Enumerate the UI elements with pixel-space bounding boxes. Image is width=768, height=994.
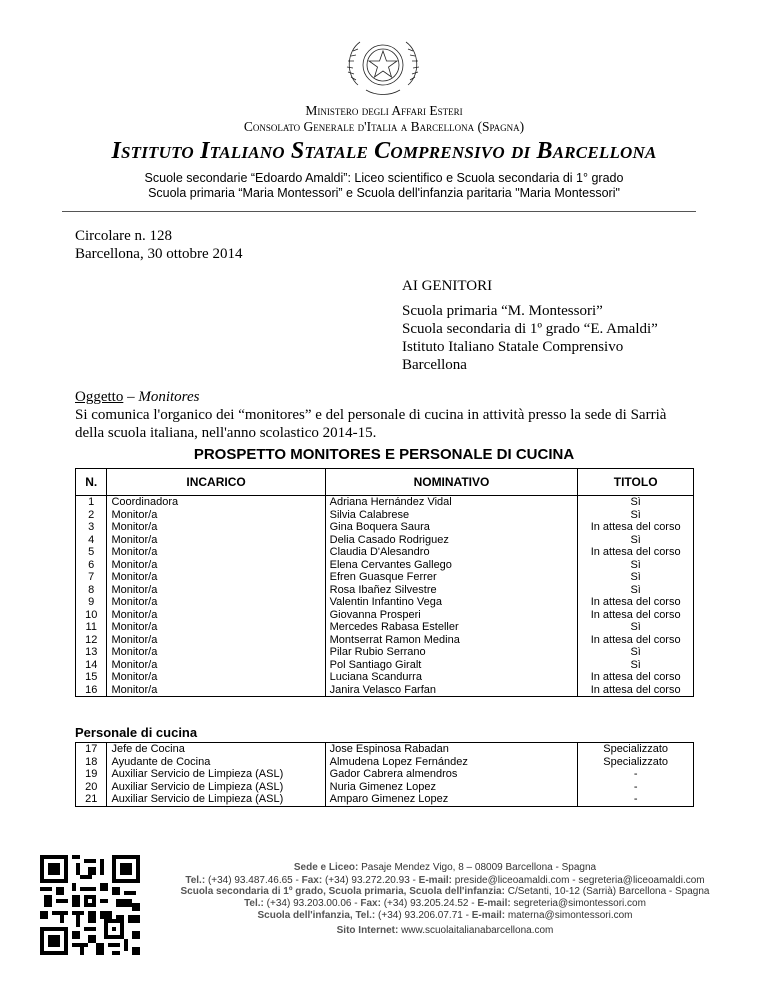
row-title: Specializzato (578, 743, 694, 756)
table-row (76, 509, 694, 522)
footer-value: (+34) 93.203.00.06 - (263, 898, 361, 909)
footer-address-main (145, 861, 745, 874)
row-name: Pilar Rubio Serrano (325, 646, 578, 659)
row-role: Monitor/a (107, 684, 325, 697)
footer-label: E-mail: (477, 898, 511, 909)
row-role: Monitor/a (107, 609, 325, 622)
row-title: Sì (578, 584, 694, 597)
footer-value: segreteria@simontessori.com (510, 898, 646, 909)
qr-code-icon (40, 855, 140, 955)
row-title: In attesa del corso (578, 609, 694, 622)
row-role: Monitor/a (107, 534, 325, 547)
footer-value: (+34) 93.487.46.65 - (205, 875, 302, 886)
row-number: 3 (76, 521, 107, 534)
footer-label: Fax: (301, 875, 323, 886)
row-role: Monitor/a (107, 646, 325, 659)
addressee-line: Barcellona (402, 357, 467, 373)
row-number: 20 (76, 781, 107, 794)
row-number: 1 (76, 496, 107, 509)
header-role: INCARICO (107, 469, 325, 496)
footer-label: E-mail: (471, 910, 506, 921)
row-name: Jose Espinosa Rabadan (325, 743, 578, 756)
table-header-row (76, 469, 694, 496)
table-row (76, 596, 694, 609)
row-title: In attesa del corso (578, 671, 694, 684)
school-subtitle-2: Scuola primaria “Maria Montessori” e Scuola dell'infanzia paritaria "Maria Montessori" (148, 186, 620, 200)
row-title: Sì (578, 534, 694, 547)
header-divider (62, 211, 696, 212)
row-title: In attesa del corso (578, 596, 694, 609)
footer-value: preside@liceoamaldi.com - segreteria@liceoamaldi.com (452, 875, 705, 886)
table-row (76, 496, 694, 509)
row-title: - (578, 768, 694, 781)
row-role: Monitor/a (107, 634, 325, 647)
footer-label: Tel.: (244, 898, 264, 909)
italian-emblem-icon (338, 30, 428, 100)
row-role: Monitor/a (107, 584, 325, 597)
row-title: Sì (578, 659, 694, 672)
footer-value: (+34) 93.206.07.71 - (375, 910, 472, 921)
footer-label: Fax: (360, 898, 381, 909)
table-row (76, 546, 694, 559)
row-number: 11 (76, 621, 107, 634)
row-number: 12 (76, 634, 107, 647)
subject-line (75, 389, 199, 406)
table-row (76, 621, 694, 634)
row-name: Almudena Lopez Fernández (325, 756, 578, 769)
row-title: Sì (578, 571, 694, 584)
circular-number: Circolare n. 128 (75, 228, 173, 244)
row-title: - (578, 793, 694, 806)
row-title: Sì (578, 621, 694, 634)
table-row (76, 521, 694, 534)
row-name: Rosa Ibañez Silvestre (325, 584, 578, 597)
consulate-name: Consolato Generale d'Italia a Barcellona (Spagna) (243, 119, 525, 134)
row-number: 7 (76, 571, 107, 584)
monitors-table (75, 468, 694, 697)
row-name: Pol Santiago Giralt (325, 659, 578, 672)
row-role: Auxiliar Servicio de Limpieza (ASL) (107, 768, 325, 781)
row-title: Specializzato (578, 756, 694, 769)
row-role: Monitor/a (107, 571, 325, 584)
header-name: NOMINATIVO (325, 469, 578, 496)
row-number: 21 (76, 793, 107, 806)
row-name: Adriana Hernández Vidal (325, 496, 578, 509)
subject-label: Oggetto (75, 389, 124, 405)
table-row (76, 634, 694, 647)
footer-value: (+34) 93.205.24.52 - (380, 898, 478, 909)
row-title: Sì (578, 509, 694, 522)
row-number: 9 (76, 596, 107, 609)
school-subtitle-1: Scuole secondarie “Edoardo Amaldi”: Liceo scientifico e Scuola secondaria di 1° grado (144, 171, 624, 185)
row-title: In attesa del corso (578, 546, 694, 559)
row-number: 5 (76, 546, 107, 559)
footer-label: Tel.: (185, 875, 206, 886)
row-number: 10 (76, 609, 107, 622)
table-row (76, 584, 694, 597)
table-row (76, 571, 694, 584)
footer-label: Scuola dell'infanzia, Tel.: (257, 910, 376, 921)
row-number: 4 (76, 534, 107, 547)
row-name: Elena Cervantes Gallego (325, 559, 578, 572)
row-number: 16 (76, 684, 107, 697)
row-number: 13 (76, 646, 107, 659)
table-row (76, 659, 694, 672)
row-role: Monitor/a (107, 596, 325, 609)
row-name: Luciana Scandurra (325, 671, 578, 684)
row-name: Mercedes Rabasa Esteller (325, 621, 578, 634)
row-role: Jefe de Cocina (107, 743, 325, 756)
table-row (76, 768, 694, 781)
footer-website (145, 924, 745, 937)
row-role: Coordinadora (107, 496, 325, 509)
row-role: Monitor/a (107, 671, 325, 684)
addressee-line: Scuola secondaria di 1º grado “E. Amaldi” (402, 321, 658, 337)
row-title: In attesa del corso (578, 521, 694, 534)
row-name: Delia Casado Rodriguez (325, 534, 578, 547)
footer-value: Pasaje Mendez Vigo, 8 – 08009 Barcellona - Spagna (358, 862, 597, 873)
row-number: 15 (76, 671, 107, 684)
row-name: Amparo Gimenez Lopez (325, 793, 578, 806)
table-row (76, 646, 694, 659)
table-row (76, 609, 694, 622)
row-role: Monitor/a (107, 659, 325, 672)
row-title: In attesa del corso (578, 634, 694, 647)
subject-dash: – (123, 389, 139, 405)
table-row (76, 684, 694, 697)
footer-value: (+34) 93.272.20.93 - (322, 875, 419, 886)
addressee-line: Istituto Italiano Statale Comprensivo (402, 339, 624, 355)
row-number: 8 (76, 584, 107, 597)
row-role: Monitor/a (107, 546, 325, 559)
footer-label: E-mail: (418, 875, 453, 886)
row-name: Janira Velasco Farfan (325, 684, 578, 697)
school-title: Istituto Italiano Statale Comprensivo di Barcellona (111, 138, 657, 164)
header-title: TITOLO (578, 469, 694, 496)
table-row (76, 781, 694, 794)
body-text: della scuola italiana, nell'anno scolastico 2014-15. (75, 425, 377, 441)
footer-value: C/Setanti, 10-12 (Sarrià) Barcellona - Spagna (504, 886, 710, 897)
table-row (76, 671, 694, 684)
footer-label: Sito Internet: (336, 925, 399, 936)
kitchen-staff-title: Personale di cucina (75, 725, 198, 740)
row-name: Gina Boquera Saura (325, 521, 578, 534)
footer-value: materna@simontessori.com (505, 910, 633, 921)
table-row (76, 756, 694, 769)
kitchen-table (75, 742, 694, 807)
row-title: - (578, 781, 694, 794)
table-title: PROSPETTO MONITORES E PERSONALE DI CUCINA (193, 446, 575, 463)
row-role: Ayudante de Cocina (107, 756, 325, 769)
row-title: Sì (578, 646, 694, 659)
row-role: Auxiliar Servicio de Limpieza (ASL) (107, 793, 325, 806)
row-number: 19 (76, 768, 107, 781)
footer-contacts-infanzia (145, 909, 745, 922)
row-name: Claudia D'Alesandro (325, 546, 578, 559)
row-name: Silvia Calabrese (325, 509, 578, 522)
row-number: 17 (76, 743, 107, 756)
body-text: Si comunica l'organico dei “monitores” e del personale di cucina in attività presso la sede di Sarrià (75, 407, 667, 423)
footer-label: Sede e Liceo: (293, 862, 359, 873)
table-row (76, 793, 694, 806)
row-name: Gador Cabrera almendros (325, 768, 578, 781)
row-name: Efren Guasque Ferrer (325, 571, 578, 584)
addressee-title: AI GENITORI (402, 278, 493, 294)
website-link[interactable]: www.scuolaitalianabarcellona.com (398, 925, 554, 936)
row-title: In attesa del corso (578, 684, 694, 697)
addressee-line: Scuola primaria “M. Montessori” (402, 303, 603, 319)
header-number: N. (76, 469, 107, 496)
row-number: 6 (76, 559, 107, 572)
row-title: Sì (578, 559, 694, 572)
row-title: Sì (578, 496, 694, 509)
row-name: Montserrat Ramon Medina (325, 634, 578, 647)
row-role: Monitor/a (107, 559, 325, 572)
row-number: 14 (76, 659, 107, 672)
row-name: Valentin Infantino Vega (325, 596, 578, 609)
row-number: 18 (76, 756, 107, 769)
row-role: Monitor/a (107, 509, 325, 522)
table-row (76, 559, 694, 572)
table-row (76, 743, 694, 756)
row-name: Giovanna Prosperi (325, 609, 578, 622)
subject-value: Monitores (138, 389, 200, 405)
ministry-name: Ministero degli Affari Esteri (305, 103, 463, 118)
circular-date: Barcellona, 30 ottobre 2014 (75, 246, 243, 262)
row-number: 2 (76, 509, 107, 522)
footer-label: Scuola secondaria di 1º grado, Scuola primaria, Scuola dell'infanzia: (180, 886, 505, 897)
row-name: Nuria Gimenez Lopez (325, 781, 578, 794)
row-role: Monitor/a (107, 621, 325, 634)
row-role: Auxiliar Servicio de Limpieza (ASL) (107, 781, 325, 794)
row-role: Monitor/a (107, 521, 325, 534)
table-row (76, 534, 694, 547)
